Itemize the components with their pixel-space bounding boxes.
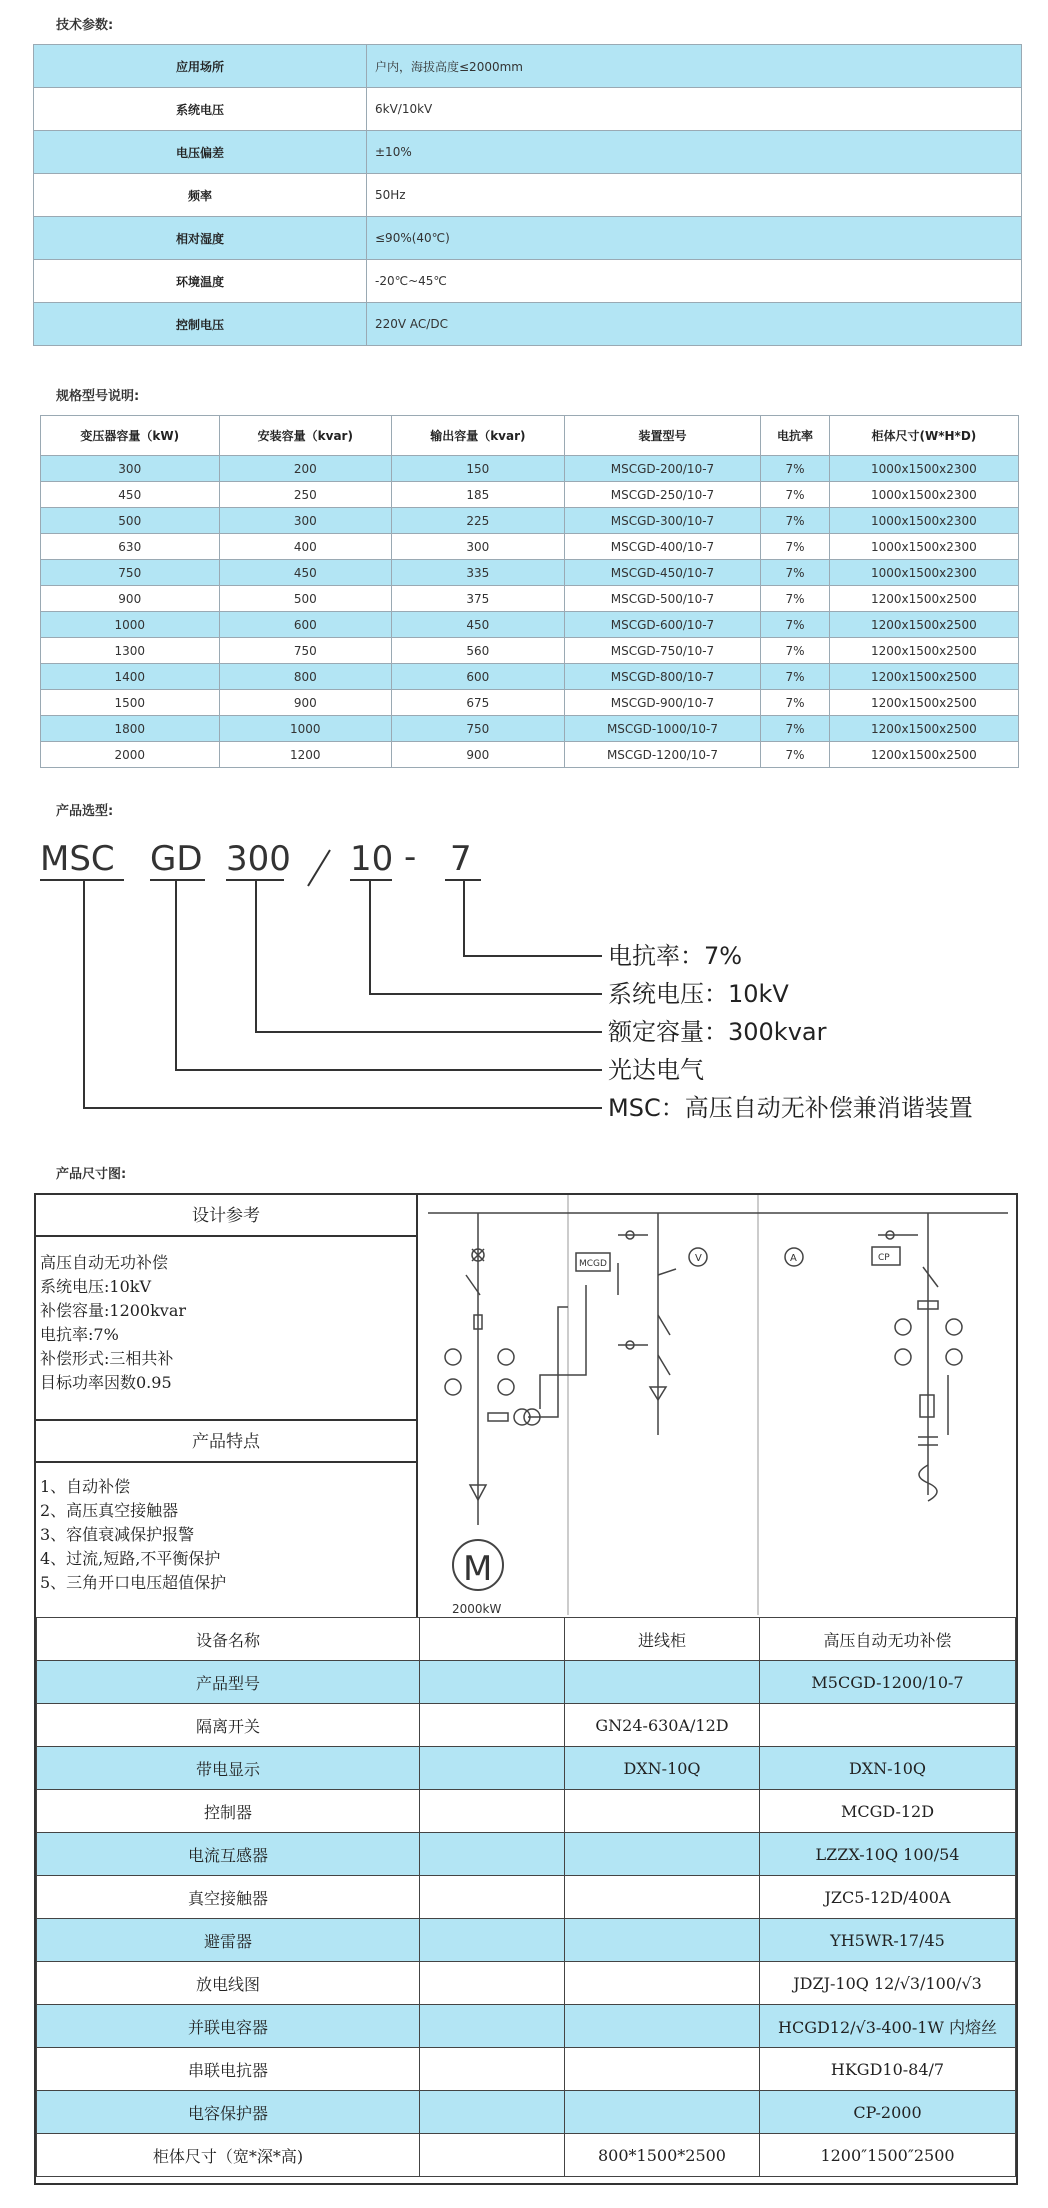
feature-line: 1、自动补偿 [40,1477,131,1496]
equipment-cell: 设备名称 [37,1618,420,1661]
spec-row [41,456,1019,482]
spec-header-cell: 柜体尺寸(W*H*D) [829,416,1018,456]
equipment-cell [420,1704,565,1747]
controller-label: MCGD [579,1259,607,1269]
ammeter-label: A [790,1253,797,1264]
spec-cell: MSCGD-500/10-7 [564,586,761,612]
spec-cell: 1500 [41,690,220,716]
spec-row [41,586,1019,612]
features-header: 产品特点 [36,1421,416,1463]
spec-row [41,638,1019,664]
feature-line: 3、容值衰减保护报警 [40,1525,195,1544]
spec-cell: 200 [219,456,392,482]
design-line: 补偿形式:三相共补 [40,1349,174,1368]
equipment-cell [420,1790,565,1833]
param-key: 系统电压 [34,88,367,131]
param-key: 环境温度 [34,260,367,303]
equipment-cell: 柜体尺寸（宽*深*高) [37,2134,420,2177]
label-msc: MSC：高压自动无补偿兼消谐装置 [608,1094,973,1120]
spec-cell: 7% [761,716,829,742]
equipment-cell: LZZX-10Q 100/54 [760,1833,1016,1876]
equipment-cell: 1200″1500″2500 [760,2134,1016,2177]
spec-cell: 300 [219,508,392,534]
code-reactance: 7 [450,839,472,879]
param-value: 6kV/10kV [367,88,1022,131]
equipment-cell: YH5WR-17/45 [760,1919,1016,1962]
spec-cell: 1200x1500x2500 [829,742,1018,768]
spec-cell: 900 [392,742,565,768]
code-msc: MSC [40,839,115,879]
spec-cell: 500 [219,586,392,612]
equipment-cell [565,1661,760,1704]
equipment-cell: 隔离开关 [37,1704,420,1747]
spec-cell: 7% [761,586,829,612]
equipment-cell: 高压自动无功补偿 [760,1618,1016,1661]
spec-cell: 500 [41,508,220,534]
equipment-cell: 产品型号 [37,1661,420,1704]
param-row [34,131,1022,174]
spec-row [41,534,1019,560]
code-capacity: 300 [226,839,291,879]
equipment-cell [565,1919,760,1962]
equipment-cell: GN24-630A/12D [565,1704,760,1747]
spec-cell: 450 [41,482,220,508]
spec-cell: 1200 [219,742,392,768]
circuit-schematic [418,1195,1016,1617]
equipment-cell [565,2091,760,2134]
equipment-cell: DXN-10Q [565,1747,760,1790]
selection-title: 产品选型: [56,804,114,819]
spec-cell: MSCGD-600/10-7 [564,612,761,638]
spec-cell: 300 [41,456,220,482]
equipment-cell: 带电显示 [37,1747,420,1790]
spec-header-cell: 输出容量（kvar) [392,416,565,456]
param-value: ±10% [367,131,1022,174]
spec-cell: 1000x1500x2300 [829,456,1018,482]
equipment-cell [565,1876,760,1919]
spec-row [41,664,1019,690]
motor-label: M [463,1549,493,1589]
spec-cell: 1200x1500x2500 [829,612,1018,638]
equipment-cell: 串联电抗器 [37,2048,420,2091]
param-row [34,260,1022,303]
param-value: 户内，海拔高度≤2000mm [367,45,1022,88]
design-ref-body [40,1251,412,1395]
spec-cell: 750 [41,560,220,586]
feature-line: 5、三角开口电压超值保护 [40,1573,227,1592]
spec-cell: 600 [219,612,392,638]
feature-line: 4、过流,短路,不平衡保护 [40,1549,221,1568]
equipment-row [37,2134,1016,2177]
spec-cell: 600 [392,664,565,690]
param-key: 应用场所 [34,45,367,88]
spec-cell: 300 [392,534,565,560]
design-line: 系统电压:10kV [40,1277,152,1296]
spec-cell: MSCGD-200/10-7 [564,456,761,482]
equipment-cell [565,1962,760,2005]
spec-cell: MSCGD-300/10-7 [564,508,761,534]
equipment-cell: 避雷器 [37,1919,420,1962]
spec-cell: 1200x1500x2500 [829,586,1018,612]
feature-line: 2、高压真空接触器 [40,1501,179,1520]
spec-cell: 7% [761,560,829,586]
equipment-cell: CP-2000 [760,2091,1016,2134]
spec-cell: MSCGD-1200/10-7 [564,742,761,768]
spec-cell: 450 [392,612,565,638]
param-value: -20℃~45℃ [367,260,1022,303]
spec-table [40,415,1019,768]
dimension-drawing [34,1193,1018,2185]
equipment-cell: M5CGD-1200/10-7 [760,1661,1016,1704]
equipment-row [37,2005,1016,2048]
spec-cell: 375 [392,586,565,612]
equipment-cell [565,2048,760,2091]
equipment-cell [420,1833,565,1876]
equipment-cell [565,2005,760,2048]
spec-cell: 7% [761,638,829,664]
equipment-cell: MCGD-12D [760,1790,1016,1833]
spec-cell: 1200x1500x2500 [829,664,1018,690]
equipment-cell [420,1618,565,1661]
design-ref-header: 设计参考 [36,1195,416,1237]
equipment-cell: HKGD10-84/7 [760,2048,1016,2091]
spec-cell: MSCGD-250/10-7 [564,482,761,508]
spec-cell: 1800 [41,716,220,742]
spec-cell: 900 [219,690,392,716]
spec-cell: 1200x1500x2500 [829,716,1018,742]
spec-row [41,690,1019,716]
spec-cell: 7% [761,690,829,716]
equipment-cell [420,2091,565,2134]
equipment-header-row [37,1618,1016,1661]
equipment-table [36,1617,1016,2177]
tech-params-title: 技术参数: [56,18,114,33]
equipment-cell: 电容保护器 [37,2091,420,2134]
spec-cell: MSCGD-450/10-7 [564,560,761,586]
equipment-cell [420,1919,565,1962]
param-key: 相对湿度 [34,217,367,260]
equipment-row [37,1833,1016,1876]
equipment-row [37,1876,1016,1919]
spec-row [41,742,1019,768]
motor-power-label: 2000kW [452,1602,502,1616]
spec-cell: 225 [392,508,565,534]
equipment-row [37,1661,1016,1704]
model-code-diagram [0,820,1048,1120]
param-row [34,303,1022,346]
equipment-cell: 控制器 [37,1790,420,1833]
features-body [40,1475,412,1595]
design-line: 补偿容量:1200kvar [40,1301,187,1320]
equipment-cell: JZC5-12D/400A [760,1876,1016,1919]
cp-label: CP [878,1253,890,1263]
equipment-cell [420,1661,565,1704]
spec-header-cell: 安装容量（kvar) [219,416,392,456]
param-row [34,88,1022,131]
code-dash: - [404,837,417,877]
param-key: 控制电压 [34,303,367,346]
param-value: ≤90%(40℃) [367,217,1022,260]
label-voltage: 系统电压：10kV [608,980,789,1008]
equipment-cell [565,1790,760,1833]
spec-cell: 750 [219,638,392,664]
spec-cell: 675 [392,690,565,716]
param-row [34,174,1022,217]
code-gd: GD [150,839,203,879]
equipment-row [37,1790,1016,1833]
equipment-cell [420,2134,565,2177]
equipment-cell: 进线柜 [565,1618,760,1661]
spec-cell: MSCGD-1000/10-7 [564,716,761,742]
spec-cell: 900 [41,586,220,612]
spec-cell: 2000 [41,742,220,768]
design-line: 高压自动无功补偿 [40,1253,169,1272]
equipment-row [37,1962,1016,2005]
equipment-cell: 放电线图 [37,1962,420,2005]
spec-cell: 630 [41,534,220,560]
equipment-row [37,2091,1016,2134]
spec-header-cell: 电抗率 [761,416,829,456]
spec-row [41,560,1019,586]
spec-header-cell: 装置型号 [564,416,761,456]
spec-cell: 1300 [41,638,220,664]
code-voltage: 10 [350,839,394,879]
spec-cell: 450 [219,560,392,586]
voltmeter-label: V [695,1253,702,1264]
spec-cell: 560 [392,638,565,664]
param-key: 电压偏差 [34,131,367,174]
tech-params-table [33,44,1022,346]
spec-cell: MSCGD-800/10-7 [564,664,761,690]
spec-row [41,612,1019,638]
label-capacity: 额定容量：300kvar [608,1018,827,1046]
label-brand: 光达电气 [608,1056,704,1084]
spec-cell: 800 [219,664,392,690]
equipment-cell: JDZJ-10Q 12/√3/100/√3 [760,1962,1016,2005]
equipment-cell [420,2048,565,2091]
param-row [34,45,1022,88]
spec-cell: 1200x1500x2500 [829,638,1018,664]
equipment-row [37,1747,1016,1790]
spec-cell: 250 [219,482,392,508]
spec-cell: 7% [761,482,829,508]
equipment-row [37,1704,1016,1747]
spec-cell: 7% [761,508,829,534]
equipment-cell [420,1962,565,2005]
spec-cell: 7% [761,456,829,482]
equipment-cell: HCGD12/√3-400-1W 内熔丝 [760,2005,1016,2048]
spec-cell: 1200x1500x2500 [829,690,1018,716]
spec-cell: 1000x1500x2300 [829,482,1018,508]
equipment-cell [565,1833,760,1876]
spec-cell: 7% [761,534,829,560]
spec-header-cell: 变压器容量（kW) [41,416,220,456]
equipment-cell [420,1876,565,1919]
equipment-cell [420,2005,565,2048]
spec-row [41,508,1019,534]
spec-cell: MSCGD-900/10-7 [564,690,761,716]
spec-cell: 7% [761,742,829,768]
spec-cell: 1000x1500x2300 [829,560,1018,586]
spec-row [41,716,1019,742]
equipment-cell: 并联电容器 [37,2005,420,2048]
spec-cell: MSCGD-400/10-7 [564,534,761,560]
spec-cell: 1000 [41,612,220,638]
equipment-cell [420,1747,565,1790]
design-line: 目标功率因数0.95 [40,1373,172,1392]
spec-cell: 1000x1500x2300 [829,508,1018,534]
spec-cell: 185 [392,482,565,508]
param-row [34,217,1022,260]
design-line: 电抗率:7% [40,1325,119,1344]
spec-cell: 150 [392,456,565,482]
param-key: 频率 [34,174,367,217]
equipment-row [37,2048,1016,2091]
param-value: 50Hz [367,174,1022,217]
label-reactance: 电抗率：7% [608,942,743,970]
equipment-cell [760,1704,1016,1747]
spec-cell: 1000x1500x2300 [829,534,1018,560]
spec-title: 规格型号说明: [56,389,140,404]
dimension-title: 产品尺寸图: [56,1167,127,1182]
equipment-cell: 800*1500*2500 [565,2134,760,2177]
spec-cell: 1000 [219,716,392,742]
spec-cell: 7% [761,612,829,638]
design-panel [36,1195,418,1617]
spec-cell: 1400 [41,664,220,690]
spec-cell: MSCGD-750/10-7 [564,638,761,664]
equipment-row [37,1919,1016,1962]
param-value: 220V AC/DC [367,303,1022,346]
spec-cell: 335 [392,560,565,586]
spec-cell: 400 [219,534,392,560]
equipment-cell: 真空接触器 [37,1876,420,1919]
equipment-cell: 电流互感器 [37,1833,420,1876]
equipment-cell: DXN-10Q [760,1747,1016,1790]
spec-row [41,482,1019,508]
spec-cell: 750 [392,716,565,742]
spec-cell: 7% [761,664,829,690]
